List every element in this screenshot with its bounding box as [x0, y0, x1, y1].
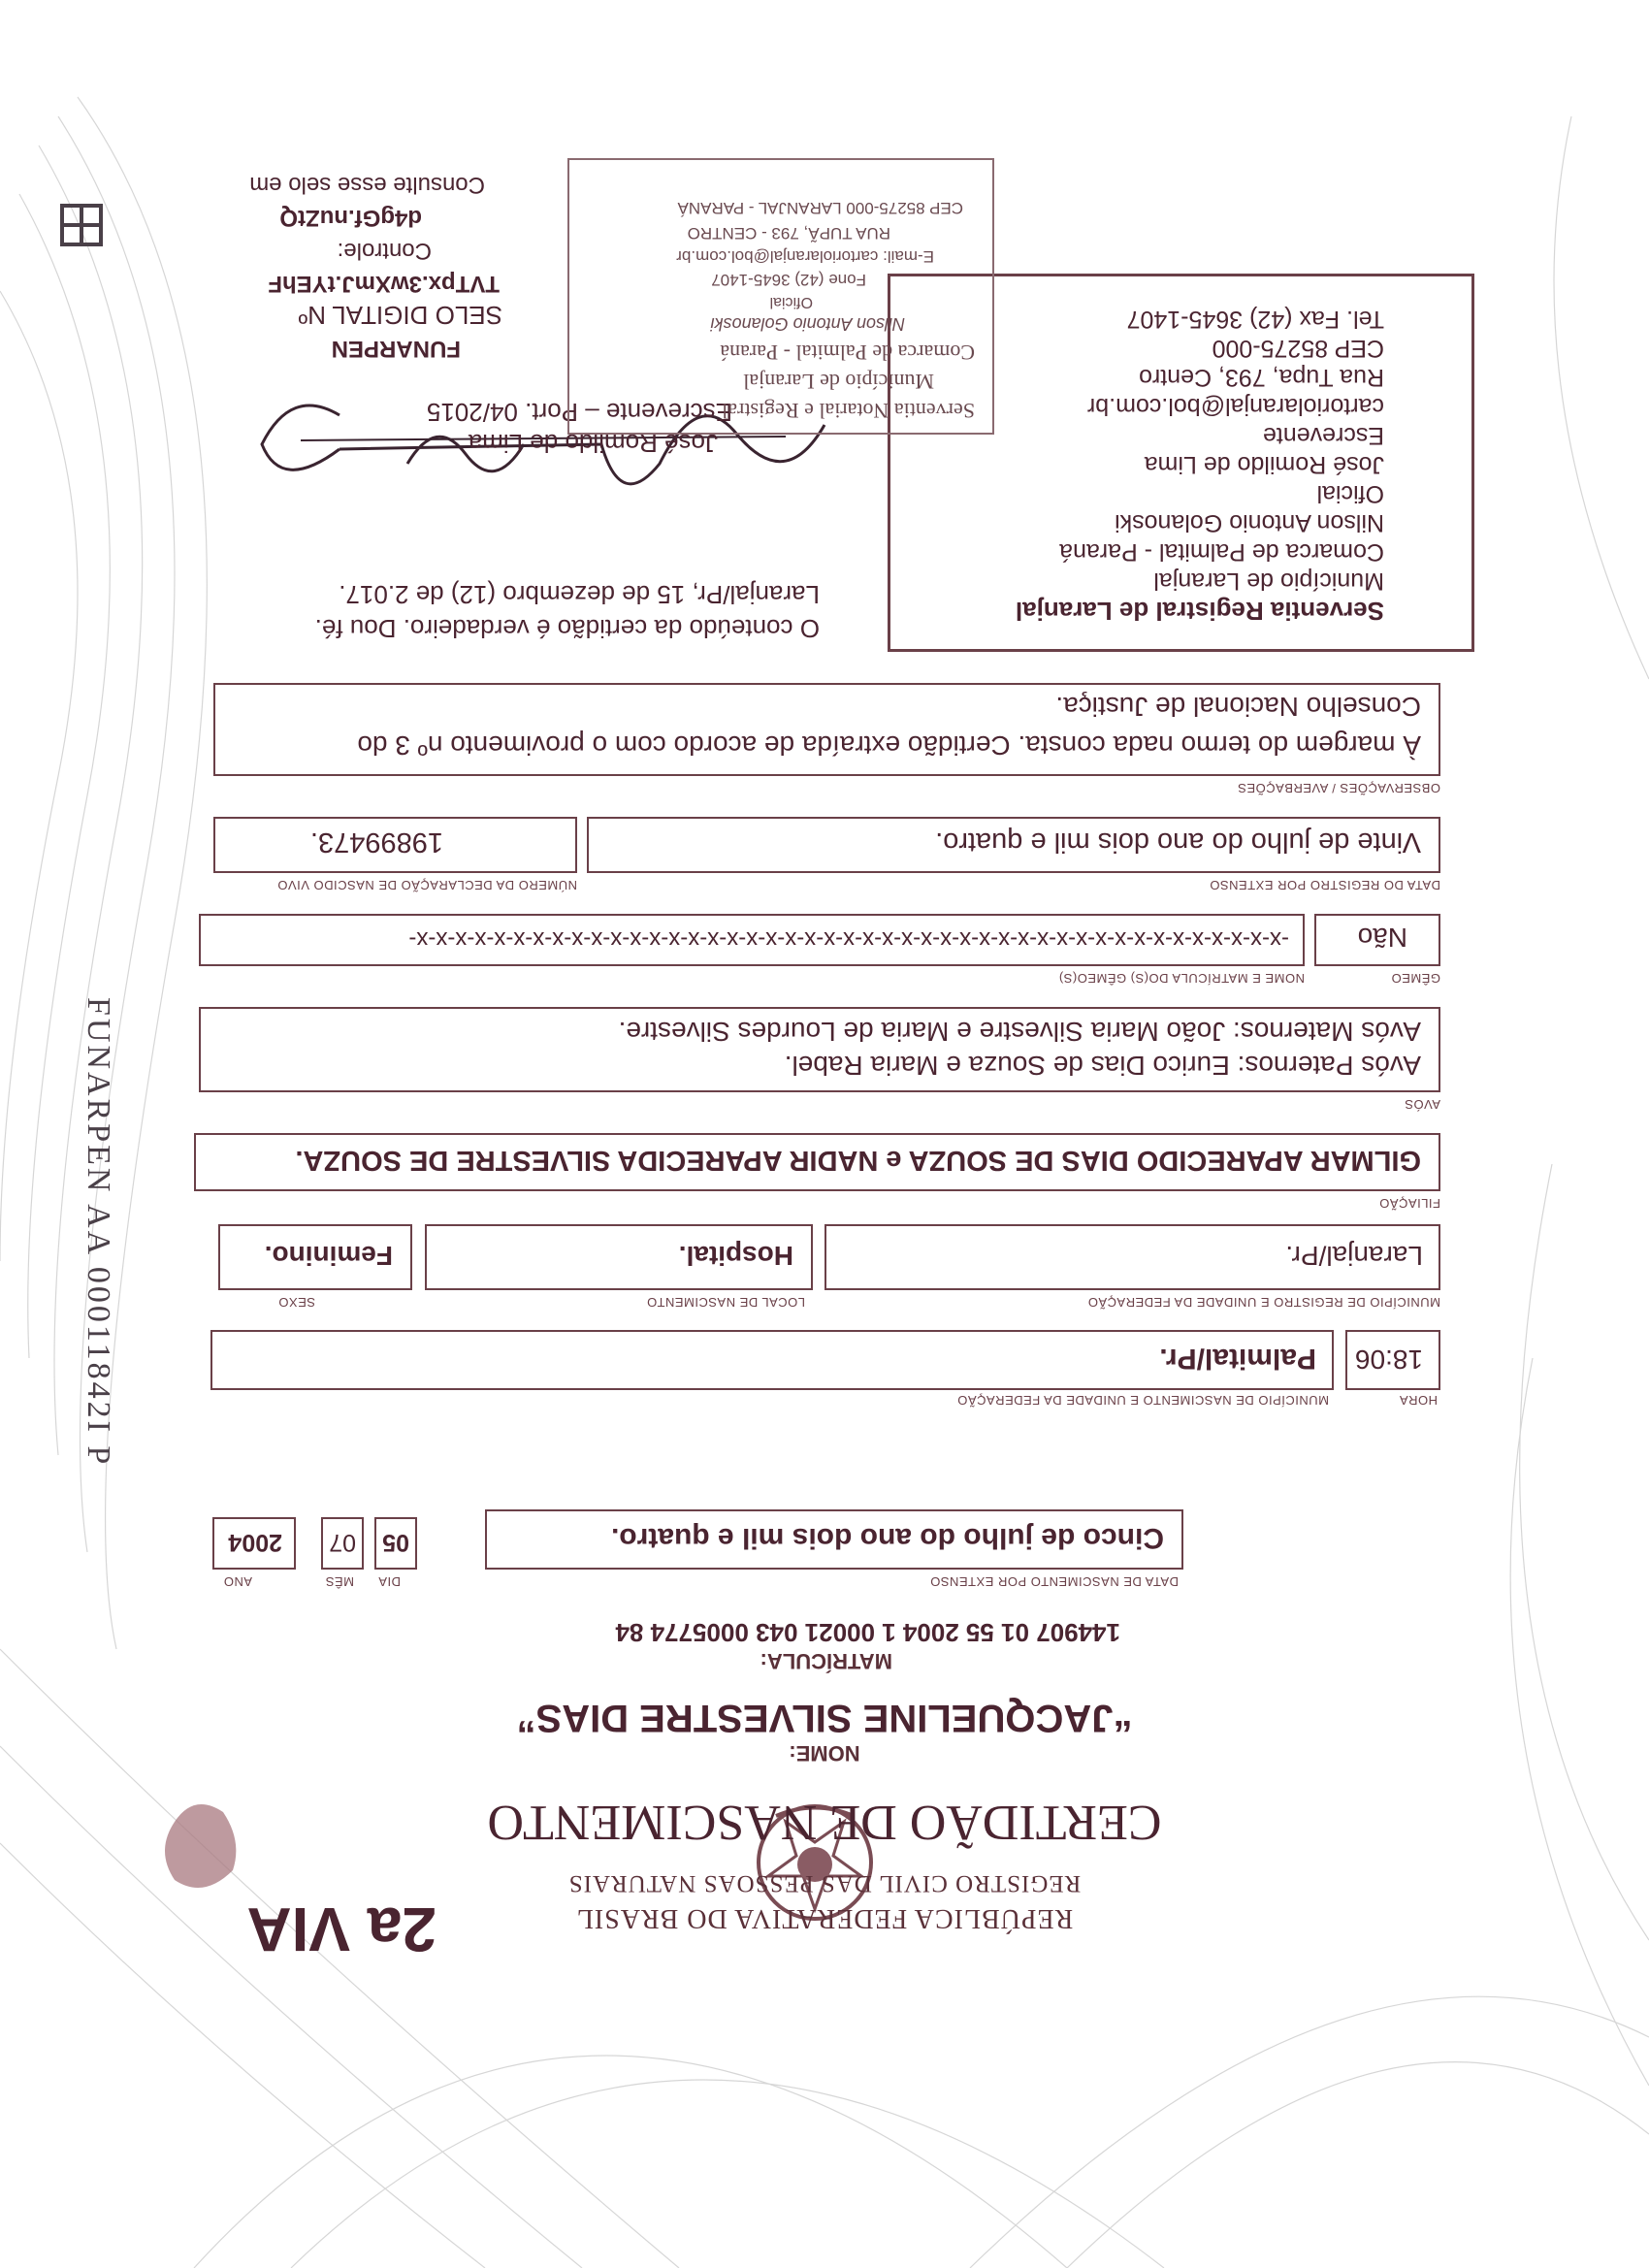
birth-date-label: DATA DE NASCIMENTO POR EXTENSO	[929, 1574, 1179, 1589]
stamp-line-1: Serventia Notarial e Registral	[722, 399, 975, 423]
sex-value: Feminino.	[264, 1241, 393, 1271]
birth-municipality-value: Palmital/Pr.	[1159, 1343, 1316, 1375]
place-box	[425, 1224, 813, 1290]
office-line-5: Oficial	[1316, 480, 1384, 507]
observations-box	[213, 683, 1440, 776]
signer-role: Escrevente – Port. 04/2015	[426, 398, 732, 427]
funarpen-logo-icon	[56, 200, 107, 250]
republic-title: REPÚBLICA FEDERATIVA DO BRASIL	[575, 1903, 1074, 1933]
twin-label: GÊMEO	[1391, 971, 1440, 986]
birth-date-box	[485, 1509, 1183, 1570]
year-label: ANO	[223, 1574, 252, 1589]
matricula-label: MATRÍCULA:	[760, 1649, 892, 1673]
month-box	[321, 1517, 364, 1570]
registry-municipality-box	[824, 1224, 1440, 1290]
stamp-line-4: Nilson Antonio Golanoski	[710, 314, 905, 334]
dnv-label: NÚMERO DA DECLARAÇÃO DE NASCIDO VIVO	[276, 878, 577, 892]
sex-box	[218, 1224, 412, 1290]
stamp-line-9: CEP 85275-000 LARANJAL - PARANÁ	[677, 199, 963, 217]
stamp-line-7: E-mail: cartoriolaranjal@bol.com.br	[676, 247, 934, 266]
office-line-7: Escrevente	[1262, 422, 1384, 449]
registration-date-label: DATA DO REGISTRO POR EXTENSO	[1209, 878, 1440, 892]
certificate-title: CERTIDÃO DE NASCIMENTO	[487, 1795, 1162, 1850]
place-value: Hospital.	[678, 1241, 793, 1271]
office-line-3: Comarca de Palmital - Paraná	[1059, 538, 1384, 566]
seal-control-label: Controle:	[337, 238, 432, 264]
office-line-4: Nilson Antonio Golanoski	[1115, 509, 1384, 536]
stamp-line-6: Fone (42) 3645-1407	[711, 271, 866, 289]
day-label: DIA	[377, 1574, 401, 1589]
filiation-value: GILMAR APARECIDO DIAS DE SOUZA e NADIR APARECIDA SILVESTRE DE SOUZA.	[295, 1145, 1421, 1176]
time-box	[1345, 1330, 1440, 1390]
stamp-line-2: Município de Laranjal	[743, 370, 934, 394]
office-cep: CEP 85275-000	[1212, 335, 1384, 362]
registry-subtitle: REGISTRO CIVIL DAS PESSOAS NATURAIS	[567, 1870, 1082, 1896]
office-line-2: Município de Laranjal	[1153, 567, 1384, 595]
dnv-box	[213, 817, 577, 873]
birth-municipality-box	[210, 1330, 1334, 1390]
stamp-line-5: Oficial	[769, 294, 813, 310]
day-value: 05	[382, 1529, 409, 1556]
grandparents-box	[199, 1007, 1440, 1092]
grandparents-label: AVÓS	[1404, 1097, 1440, 1112]
notary-stamp	[567, 158, 994, 435]
registry-municipality-label: MUNICÍPIO DE REGISTRO E UNIDADE DA FEDERAÇÃO	[1087, 1295, 1440, 1310]
office-phone: Tel. Fax (42) 3645-1407	[1126, 306, 1384, 333]
maternal-grandparents: Avós Maternos: João Maria Silvestre e Maria de Lourdes Silvestre.	[618, 1017, 1421, 1047]
time-value: 18:06	[1354, 1345, 1423, 1375]
matricula-value: 144907 01 55 2004 1 00021 043 0005774 84	[615, 1618, 1120, 1647]
year-value: 2004	[228, 1529, 282, 1556]
office-email: cartoriolaranjal@bol.com.br	[1086, 393, 1384, 420]
office-line-6: José Romildo de Lima	[1144, 451, 1384, 478]
office-line-1: Serventia Registral de Laranjal	[1015, 597, 1384, 626]
year-box	[212, 1517, 296, 1570]
seal-brand: FUNARPEN	[331, 336, 461, 362]
observations-line-2: Conselho Nacional de Justiça.	[1055, 692, 1421, 722]
twin-value: Não	[1357, 923, 1407, 953]
name-value: “JACQUELINE SILVESTRE DIAS”	[516, 1697, 1133, 1739]
dnv-value: 19899473.	[309, 826, 443, 858]
name-label: NOME:	[789, 1741, 860, 1766]
stamp-line-3: Comarca de Palmital - Paraná	[720, 340, 975, 365]
side-security-number: FUNARPEN AA 00011842I P	[81, 997, 116, 1468]
seal-control-value: d4gGf.nuZtQ	[279, 205, 422, 231]
office-address: Rua Tupa, 793, Centro	[1139, 364, 1384, 391]
stamp-line-8: RUA TUPÃ, 793 - CENTRO	[687, 224, 890, 243]
month-label: MÊS	[325, 1574, 354, 1589]
birth-municipality-label: MUNICÍPIO DE NASCIMENTO E UNIDADE DA FEDERAÇÃO	[956, 1393, 1329, 1408]
twin-names-value: -x-x-x-x-x-x-x-x-x-x-x-x-x-x-x-x-x-x-x-x-x-x-x-x-x-x-x-x-x-x-x-x-x-x-x-x-x-x-x-x-x-x-x-x-x-	[408, 926, 1289, 953]
twin-names-label: NOME E MATRÍCULA DO(S) GÊMEO(S)	[1058, 971, 1305, 986]
attestation-line-2: Laranjal/Pr, 15 de dezembro (12) de 2.017.	[339, 580, 820, 609]
day-box	[374, 1517, 417, 1570]
month-value: 07	[329, 1529, 356, 1556]
twin-names-box	[199, 914, 1305, 966]
seal-code: TVTpx.3wXmJ.tYEhF	[268, 271, 500, 297]
seal-title: SELO DIGITAL Nº	[298, 301, 502, 330]
place-label: LOCAL DE NASCIMENTO	[646, 1295, 805, 1310]
registry-municipality-value: Laranjal/Pr.	[1285, 1241, 1423, 1271]
paternal-grandparents: Avós Paternos: Eurico Dias de Souza e Maria Rabel.	[784, 1051, 1421, 1081]
attestation-line-1: O conteúdo da certidão é verdadeiro. Dou fé.	[314, 614, 820, 643]
filiation-box	[194, 1133, 1440, 1191]
ink-smudge	[155, 1793, 242, 1899]
time-label: HORA	[1399, 1393, 1438, 1408]
copy-label: 2a VIA	[246, 1895, 436, 1964]
observations-label: OBSERVAÇÕES / AVERBAÇÕES	[1237, 781, 1440, 795]
observations-line-1: À margem do termo nada consta. Certidão extraída de acordo com o provimento nº 3 do	[357, 730, 1421, 761]
signer-name: José Romildo de Lima	[468, 429, 718, 458]
birth-date-value: Cinco de julho do ano dois mil e quatro.	[610, 1522, 1164, 1554]
seal-consult: Consulte esse selo em	[249, 172, 485, 198]
twin-box	[1314, 914, 1440, 966]
registration-date-box	[587, 817, 1440, 873]
filiation-label: FILIAÇÃO	[1378, 1196, 1440, 1211]
sex-label: SEXO	[277, 1295, 315, 1310]
registration-date-value: Vinte de julho do ano dois mil e quatro.	[935, 826, 1421, 858]
